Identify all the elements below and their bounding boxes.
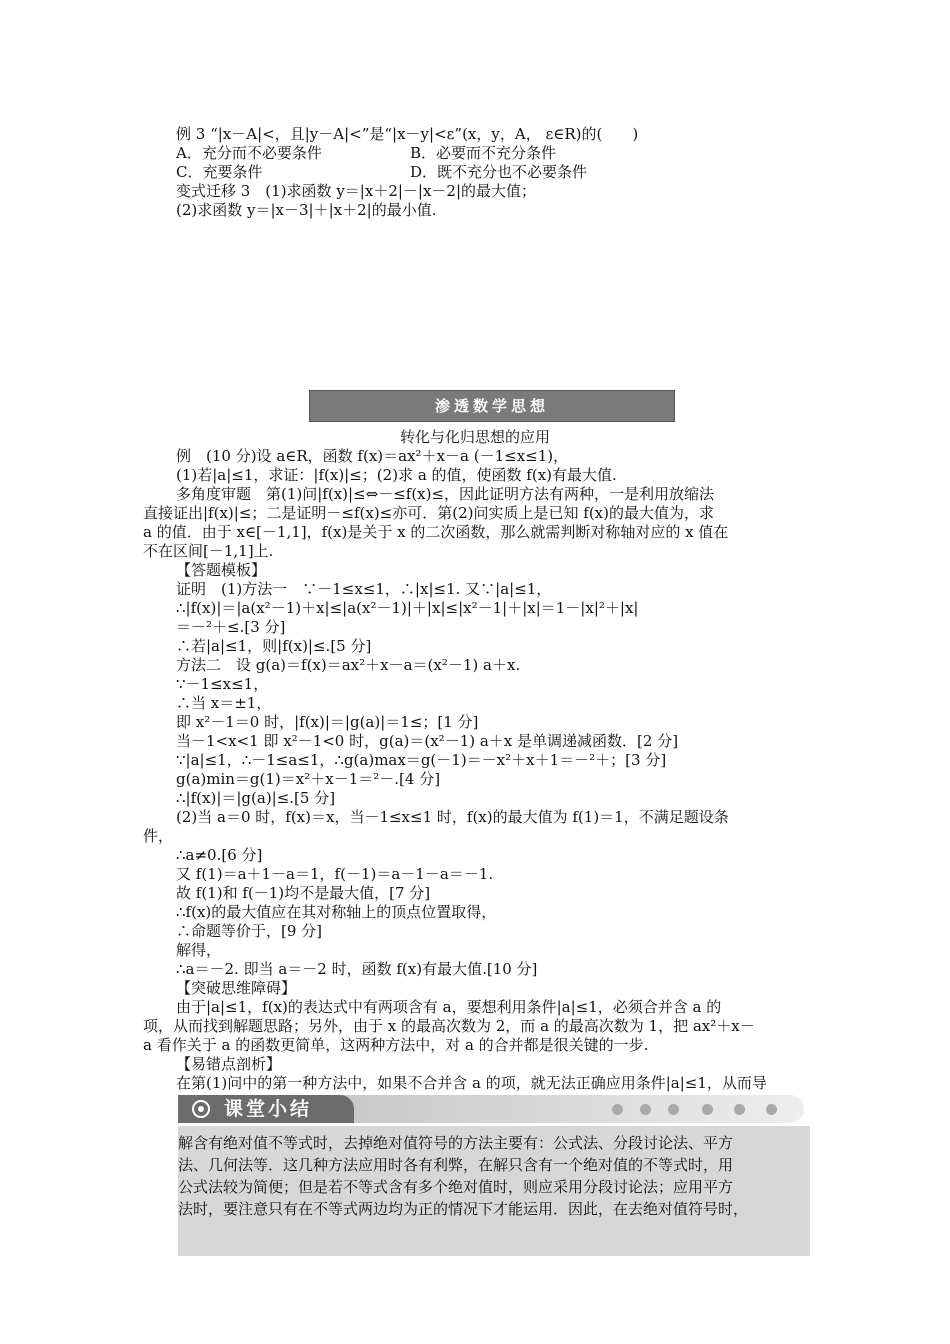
- choice-b: B．必要而不充分条件: [410, 144, 557, 162]
- text-line: 当－1<x<1 即 x²－1<0 时，g(a)＝(x²－1) a＋x 是单调递减函数．[2 分]: [176, 732, 679, 750]
- text-line: 直接证出|f(x)|≤；二是证明－≤f(x)≤亦可．第(2)问实质上是已知 f(x)的最大值为，求: [143, 504, 714, 522]
- text-line: 即 x²－1＝0 时，|f(x)|＝|g(a)|＝1≤；[1 分]: [176, 713, 479, 731]
- text-line: a 看作关于 a 的函数更简单，这两种方法中，对 a 的合并都是很关键的一步.: [143, 1036, 649, 1054]
- dot-icon: [612, 1104, 623, 1115]
- text-line: 解得，: [176, 941, 222, 959]
- summary-header-bar: [178, 1095, 804, 1123]
- example-3-question: 例 3 “|x－A|<，且|y－A|<”是“|x－y|<ε”(x，y，A， ε∈R)的( ): [176, 125, 639, 143]
- summary-content: [178, 1126, 810, 1256]
- text-line: (2)当 a＝0 时，f(x)＝x，当－1≤x≤1 时，f(x)的最大值为 f(1)＝1，不满足题设条: [176, 808, 729, 826]
- text-line: ∴|f(x)|＝|a(x²－1)＋x|≤|a(x²－1)|＋|x|≤|x²－1|＋|x|＝1－|x|²＋|x|: [176, 599, 639, 617]
- text-line: 例 (10 分)设 a∈R，函数 f(x)＝ax²＋x－a (－1≤x≤1)，: [176, 447, 569, 465]
- text-line: 又 f(1)＝a＋1－a＝1，f(－1)＝a－1－a＝－1.: [176, 865, 494, 883]
- summary-line: 法时，要注意只有在不等式两边均为正的情况下才能运用．因此，在去绝对值符号时，: [178, 1200, 749, 1218]
- summary-label: 课堂小结: [224, 1098, 313, 1120]
- text-line: ∵－1≤x≤1，: [176, 675, 269, 693]
- section-title: 转化与化归思想的应用: [399, 428, 550, 446]
- choice-c: C．充要条件: [176, 163, 263, 181]
- text-line: ∴f(x)的最大值应在其对称轴上的顶点位置取得，: [176, 903, 497, 921]
- text-line: ＝－²＋≤.[3 分]: [176, 618, 286, 636]
- text-line: ∴a＝－2. 即当 a＝－2 时，函数 f(x)有最大值.[10 分]: [176, 960, 538, 978]
- answer-template-heading: 【答题模板】: [176, 561, 267, 579]
- summary-line: 公式法较为简便；但是若不等式含有多个绝对值时，则应采用分段讨论法；应用平方: [178, 1178, 734, 1196]
- text-line: ∴a≠0.[6 分]: [176, 846, 263, 864]
- text-line: ∴当 x＝±1，: [176, 694, 272, 712]
- choice-d: D．既不充分也不必要条件: [410, 163, 588, 181]
- dot-icon: [668, 1104, 679, 1115]
- target-icon: [192, 1100, 210, 1118]
- text-line: 方法二 设 g(a)＝f(x)＝ax²＋x－a＝(x²－1) a＋x.: [176, 656, 521, 674]
- summary-line: 法、几何法等．这几种方法应用时各有利弊，在解只含有一个绝对值的不等式时，用: [178, 1156, 734, 1174]
- text-line: ∵|a|≤1，∴－1≤a≤1，∴g(a)max＝g(－1)＝－x²＋x＋1＝－²＋；[3 分]: [176, 751, 667, 769]
- text-line: 证明 (1)方法一 ∵－1≤x≤1，∴|x|≤1. 又∵|a|≤1，: [176, 580, 552, 598]
- text-line: 故 f(1)和 f(－1)均不是最大值，[7 分]: [176, 884, 431, 902]
- dot-icon: [640, 1104, 651, 1115]
- text-line: (1)若|a|≤1，求证：|f(x)|≤；(2)求 a 的值，使函数 f(x)有最大值.: [176, 466, 617, 484]
- dot-icon: [702, 1104, 713, 1115]
- text-line: a 的值．由于 x∈[－1,1]，f(x)是关于 x 的二次函数，那么就需判断对称轴对应的 x 值在: [143, 523, 729, 541]
- text-line: ∴若|a|≤1，则|f(x)|≤.[5 分]: [176, 637, 372, 655]
- text-line: 多角度审题 第(1)问|f(x)|≤⇔－≤f(x)≤，因此证明方法有两种，一是利用放缩法: [176, 485, 715, 503]
- dot-icon: [766, 1104, 777, 1115]
- text-line: 件，: [143, 827, 174, 845]
- variant-exercise-2: (2)求函数 y＝|x－3|＋|x＋2|的最小值.: [176, 201, 437, 219]
- text-line: 项，从而找到解题思路；另外，由于 x 的最高次数为 2，而 a 的最高次数为 1，把 ax²＋x－: [143, 1017, 755, 1035]
- text-line: 由于|a|≤1，f(x)的表达式中有两项含有 a，要想利用条件|a|≤1，必须合并含 a 的: [176, 998, 722, 1016]
- break-barrier-heading: 【突破思维障碍】: [176, 979, 297, 997]
- summary-line: 解含有绝对值不等式时，去掉绝对值符号的方法主要有：公式法、分段讨论法、平方: [178, 1134, 734, 1152]
- choice-a: A．充分而不必要条件: [176, 144, 322, 162]
- text-line: ∴|f(x)|＝|g(a)|≤.[5 分]: [176, 789, 336, 807]
- error-analysis-heading: 【易错点剖析】: [176, 1055, 282, 1073]
- text-line: 不在区间[－1,1]上.: [143, 542, 274, 560]
- section-banner: 渗透数学思想: [309, 390, 675, 422]
- text-line: g(a)min＝g(1)＝x²＋x－1＝²－.[4 分]: [176, 770, 441, 788]
- dot-icon: [734, 1104, 745, 1115]
- text-line: 在第(1)问中的第一种方法中，如果不合并含 a 的项，就无法正确应用条件|a|≤1，从而导: [176, 1074, 767, 1092]
- summary-tab: [178, 1095, 354, 1123]
- variant-exercise-1: 变式迁移 3 (1)求函数 y＝|x＋2|－|x－2|的最大值；: [176, 182, 537, 200]
- text-line: ∴命题等价于，[9 分]: [176, 922, 323, 940]
